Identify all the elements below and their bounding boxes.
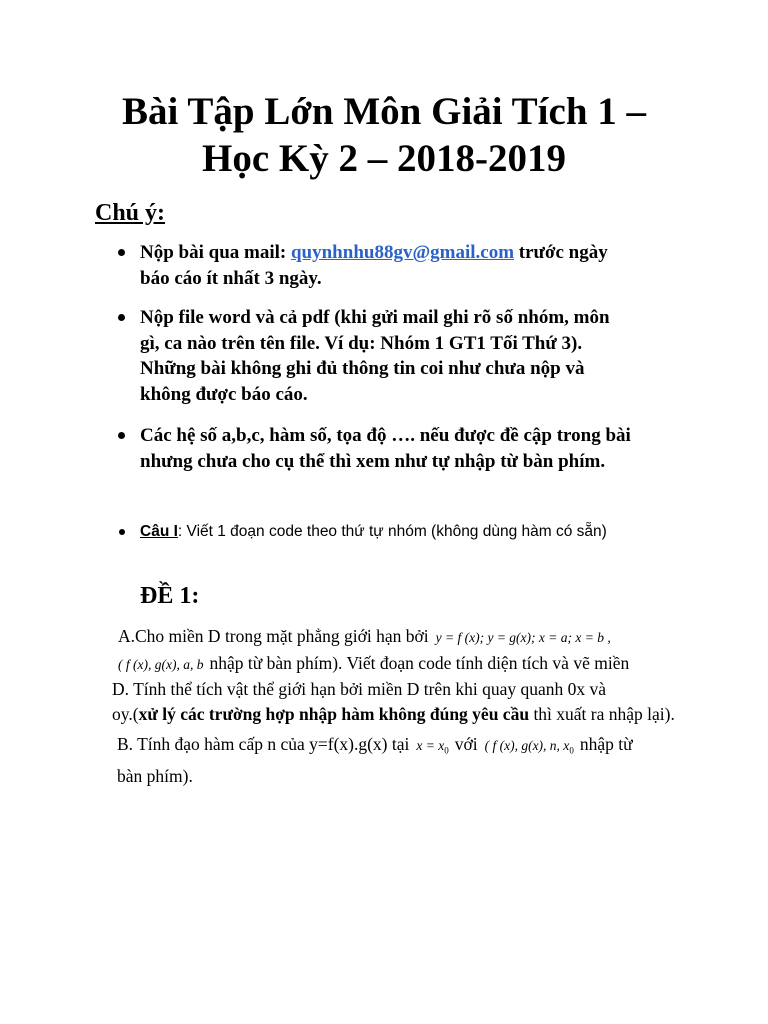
math-region-bounds: y = f (x); y = g(x); x = a; x = b , — [435, 630, 611, 645]
math-point-subscript: 0 — [444, 745, 449, 756]
bullet-icon — [119, 529, 125, 535]
part-b-line: bàn phím). — [117, 765, 193, 786]
note-item-line: nhưng chưa cho cụ thể thì xem như tự nhập từ bàn phím. — [140, 450, 606, 472]
part-a-line: D. Tính thể tích vật thể giới hạn bởi miền D trên khi quay quanh 0x và — [112, 679, 606, 699]
bullet-icon — [118, 432, 125, 439]
part-b — [117, 732, 633, 789]
part-a-text: nhập từ bàn phím). Viết đoạn code tính diện tích và vẽ miền — [209, 652, 630, 673]
exercise-heading: ĐỀ 1: — [140, 583, 200, 609]
email-link[interactable]: quynhnhu88gv@gmail.com — [290, 242, 515, 263]
title-line-1: Bài Tập Lớn Môn Giải Tích 1 – — [121, 90, 647, 133]
note-text: trước ngày — [514, 242, 608, 263]
part-b-text: với — [454, 734, 478, 754]
part-a — [112, 624, 675, 726]
part-a-text: A.Cho miền D trong mặt phẳng giới hạn bởi — [118, 626, 429, 646]
note-item-line: gì, ca nào trên tên file. Ví dụ: Nhóm 1 GT1 Tối Thứ 3). — [140, 332, 583, 354]
note-item-line: Nộp file word và cả pdf (khi gửi mail ghi rõ số nhóm, môn — [140, 307, 610, 328]
question-text: : Viết 1 đoạn code theo thứ tự nhóm (không dùng hàm có sẵn) — [177, 523, 607, 540]
part-b-text: nhập từ — [579, 734, 633, 754]
math-inputs — [484, 738, 574, 756]
part-a-text: oy.( — [112, 703, 139, 724]
note-item-line: báo cáo ít nhất 3 ngày. — [140, 267, 322, 289]
bullet-icon — [118, 314, 125, 321]
note-text: Nộp bài qua mail: — [140, 242, 291, 263]
part-b-text: B. Tính đạo hàm cấp n của y=f(x).g(x) tại — [117, 734, 410, 754]
math-point — [416, 738, 449, 756]
note-item-email — [140, 240, 608, 291]
note-item-file-format — [140, 305, 610, 407]
note-item-line: Các hệ số a,b,c, hàm số, tọa độ …. nếu được đề cập trong bài — [140, 425, 631, 446]
note-item-line: Những bài không ghi đủ thông tin coi như chưa nộp và — [140, 358, 585, 379]
bullet-icon — [118, 249, 125, 256]
title-line-2: Học Kỳ 2 – 2018-2019 — [202, 137, 566, 180]
part-b-line — [117, 732, 633, 764]
math-inputs-subscript: 0 — [569, 745, 574, 756]
math-inputs-main: ( f (x), g(x), n, x — [484, 738, 570, 753]
note-item-line — [140, 240, 608, 266]
note-item-line: không được báo cáo. — [140, 383, 308, 405]
math-inputs: ( f (x), g(x), a, b — [118, 656, 204, 672]
part-a-line — [112, 651, 675, 678]
part-a-bold-text: xử lý các trường hợp nhập hàm không đúng yêu cầu — [138, 703, 530, 724]
part-a-text: thì xuất ra nhập lại). — [529, 703, 675, 724]
part-a-line — [112, 624, 675, 651]
question-item — [140, 522, 607, 542]
document-title — [0, 88, 768, 182]
math-point-main: x = x — [416, 738, 445, 753]
question-label: Câu I — [140, 523, 178, 540]
note-item-coefficients — [140, 423, 631, 474]
part-a-line — [112, 702, 675, 727]
note-heading: Chú ý: — [95, 200, 166, 226]
